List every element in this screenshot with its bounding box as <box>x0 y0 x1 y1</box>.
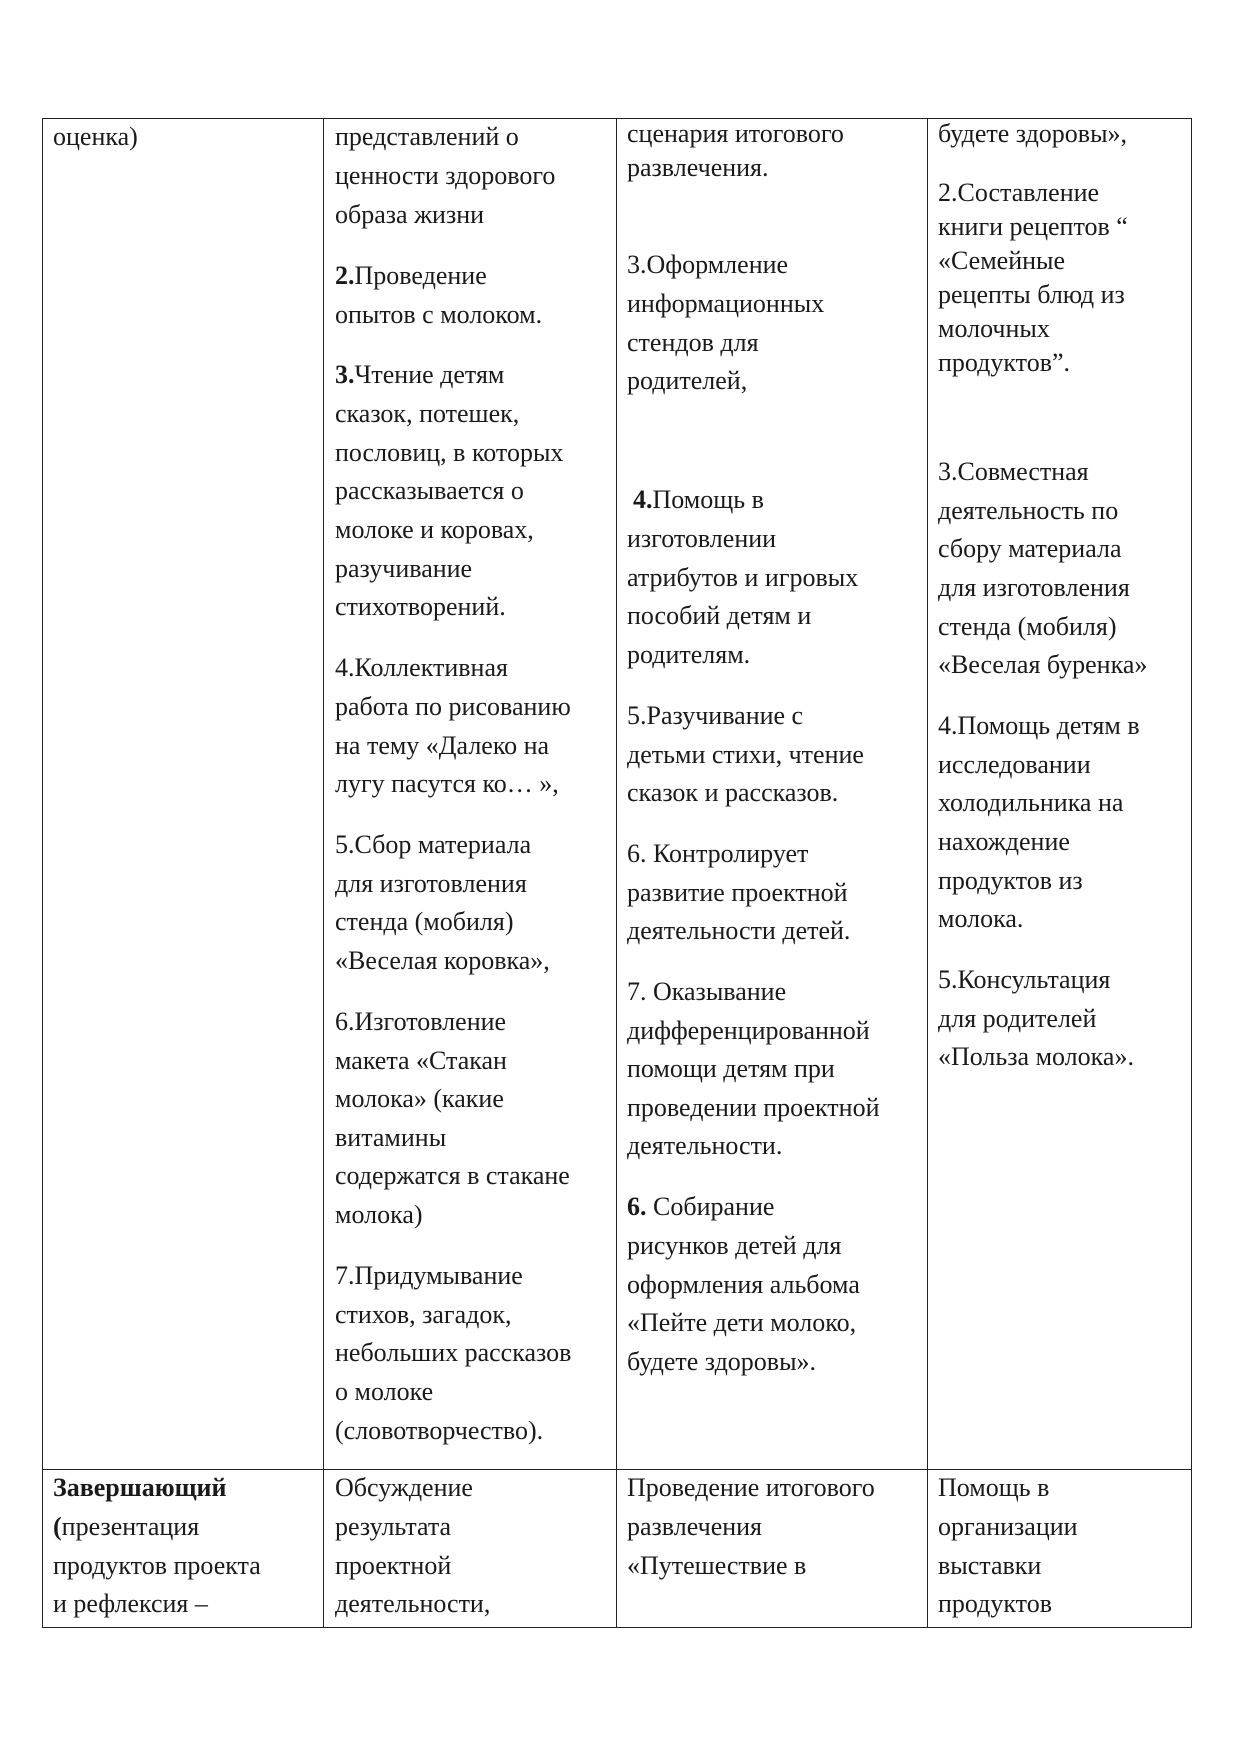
item-text: Проведение <box>354 261 487 290</box>
cell-text: продуктов <box>938 1589 1052 1618</box>
cell-text: стенда (мобиля) <box>938 612 1117 641</box>
cell-text: для изготовления <box>335 869 527 898</box>
cell-text: 7. Оказывание <box>627 977 787 1006</box>
cell-text: лугу пасутся ко… », <box>335 769 559 798</box>
cell-text: молочных <box>938 314 1050 343</box>
table-row <box>43 119 1192 1470</box>
cell-text: молока» (какие <box>335 1084 504 1113</box>
cell-text: Обсуждение <box>335 1473 473 1502</box>
cell-text: стихов, загадок, <box>335 1300 512 1329</box>
cell-text: родителей, <box>627 366 748 395</box>
cell-text: деятельность по <box>938 496 1119 525</box>
cell-text: сказок, потешек, <box>335 399 520 428</box>
cell-text: 2.Составление <box>938 178 1100 207</box>
cell-text: представлений о <box>335 122 519 151</box>
cell-text: дифференцированной <box>627 1016 870 1045</box>
cell-text: деятельности. <box>627 1131 783 1160</box>
cell-text: пособий детям и <box>627 601 812 630</box>
cell-text: изготовлении <box>627 524 777 553</box>
table-cell-stage <box>43 1470 324 1628</box>
cell-text: молока. <box>938 904 1024 933</box>
table-cell-children-activity <box>324 119 617 1470</box>
cell-text <box>53 1507 199 1546</box>
cell-text: пословиц, в которых <box>335 438 564 467</box>
cell-text: деятельности детей. <box>627 916 851 945</box>
cell-text: ценности здорового <box>335 161 556 190</box>
cell-text: молоке и коровах, <box>335 515 534 544</box>
cell-text: небольших рассказов <box>335 1338 572 1367</box>
table-row <box>43 1470 1192 1628</box>
cell-text: 5.Сбор материала <box>335 830 532 859</box>
item-number: 6. <box>627 1192 647 1221</box>
cell-text: развитие проектной <box>627 878 848 907</box>
cell-text: деятельности, <box>335 1589 491 1618</box>
cell-text: продуктов проекта <box>53 1551 261 1580</box>
cell-text: для изготовления <box>938 573 1130 602</box>
cell-text: продуктов из <box>938 866 1083 895</box>
stage-paren: ( <box>53 1512 62 1541</box>
cell-text: 7.Придумывание <box>335 1261 523 1290</box>
cell-text: Проведение итогового <box>627 1473 875 1502</box>
cell-text: информационных <box>627 289 825 318</box>
cell-text: атрибутов и игровых <box>627 563 859 592</box>
cell-text: для родителей <box>938 1004 1097 1033</box>
item-text: Собирание <box>646 1192 775 1221</box>
cell-text: развлечения <box>627 1512 763 1541</box>
cell-text: будете здоровы», <box>938 119 1128 148</box>
cell-text: нахождение <box>938 827 1070 856</box>
cell-text <box>633 480 764 519</box>
cell-text: рисунков детей для <box>627 1231 842 1260</box>
cell-text: опытов с молоком. <box>335 300 543 329</box>
cell-text: 4.Коллективная <box>335 653 508 682</box>
cell-text: стенда (мобиля) <box>335 907 514 936</box>
cell-text: рецепты блюд из <box>938 280 1125 309</box>
cell-text: холодильника на <box>938 788 1124 817</box>
cell-text: рассказывается о <box>335 476 524 505</box>
item-text: Чтение детям <box>354 360 505 389</box>
cell-text: детьми стихи, чтение <box>627 740 864 769</box>
cell-text: будете здоровы». <box>627 1347 817 1376</box>
cell-text: проведении проектной <box>627 1093 880 1122</box>
cell-text: 3.Оформление <box>627 250 789 279</box>
cell-text: о молоке <box>335 1377 434 1406</box>
cell-text: 6.Изготовление <box>335 1007 507 1036</box>
cell-text: 3.Совместная <box>938 457 1089 486</box>
cell-text: продуктов”. <box>938 348 1071 377</box>
item-number: 4. <box>633 485 653 514</box>
cell-text: и рефлексия – <box>53 1589 208 1618</box>
item-text: Помощь в <box>652 485 764 514</box>
cell-text: книги рецептов “ <box>938 212 1128 241</box>
cell-text: разучивание <box>335 554 473 583</box>
cell-text: «Веселая буренка» <box>938 650 1148 679</box>
table-cell-parents-activity <box>928 1470 1192 1628</box>
cell-text: организации <box>938 1512 1078 1541</box>
table-cell-parents-activity <box>928 119 1192 1470</box>
cell-text: «Путешествие в <box>627 1551 807 1580</box>
cell-text: оценка) <box>53 122 138 151</box>
cell-text: оформления альбома <box>627 1270 860 1299</box>
cell-text: результата <box>335 1512 452 1541</box>
cell-text: помощи детям при <box>627 1054 835 1083</box>
project-plan-table <box>42 118 1192 1628</box>
cell-text: Помощь в <box>938 1473 1050 1502</box>
cell-text: 4.Помощь детям в <box>938 711 1140 740</box>
cell-text: выставки <box>938 1551 1042 1580</box>
cell-text: «Пейте дети молоко, <box>627 1308 857 1337</box>
cell-text: на тему «Далеко на <box>335 731 550 760</box>
cell-text: сказок и рассказов. <box>627 778 839 807</box>
table-cell-teacher-activity <box>617 1470 928 1628</box>
cell-text <box>53 1468 227 1507</box>
cell-text: работа по рисованию <box>335 692 571 721</box>
cell-text: витамины <box>335 1123 447 1152</box>
cell-text <box>335 256 487 295</box>
cell-text: «Польза молока». <box>938 1042 1134 1071</box>
item-number: 2. <box>335 261 355 290</box>
cell-text: макета «Стакан <box>335 1046 507 1075</box>
cell-text <box>335 355 504 394</box>
cell-text: сбору материала <box>938 534 1122 563</box>
cell-text: родителям. <box>627 640 751 669</box>
cell-text: «Семейные <box>938 246 1066 275</box>
cell-text: содержатся в стакане <box>335 1161 570 1190</box>
cell-text: 6. Контролирует <box>627 839 809 868</box>
table-cell-children-activity <box>324 1470 617 1628</box>
cell-text: исследовании <box>938 750 1091 779</box>
cell-text: 5.Разучивание с <box>627 701 804 730</box>
stage-text: презентация <box>61 1512 200 1541</box>
table-cell-stage <box>43 119 324 1470</box>
cell-text: 5.Консультация <box>938 965 1111 994</box>
cell-text: развлечения. <box>627 153 769 182</box>
item-number: 3. <box>335 360 355 389</box>
cell-text: молока) <box>335 1200 423 1229</box>
cell-text: (словотворчество). <box>335 1416 544 1445</box>
cell-text: образа жизни <box>335 200 485 229</box>
cell-text: «Веселая коровка», <box>335 946 550 975</box>
table-cell-teacher-activity <box>617 119 928 1470</box>
cell-text <box>627 1187 774 1226</box>
cell-text: стендов для <box>627 328 759 357</box>
cell-text: проектной <box>335 1551 452 1580</box>
cell-text: сценария итогового <box>627 119 844 148</box>
stage-title: Завершающий <box>53 1473 227 1502</box>
cell-text: стихотворений. <box>335 592 506 621</box>
